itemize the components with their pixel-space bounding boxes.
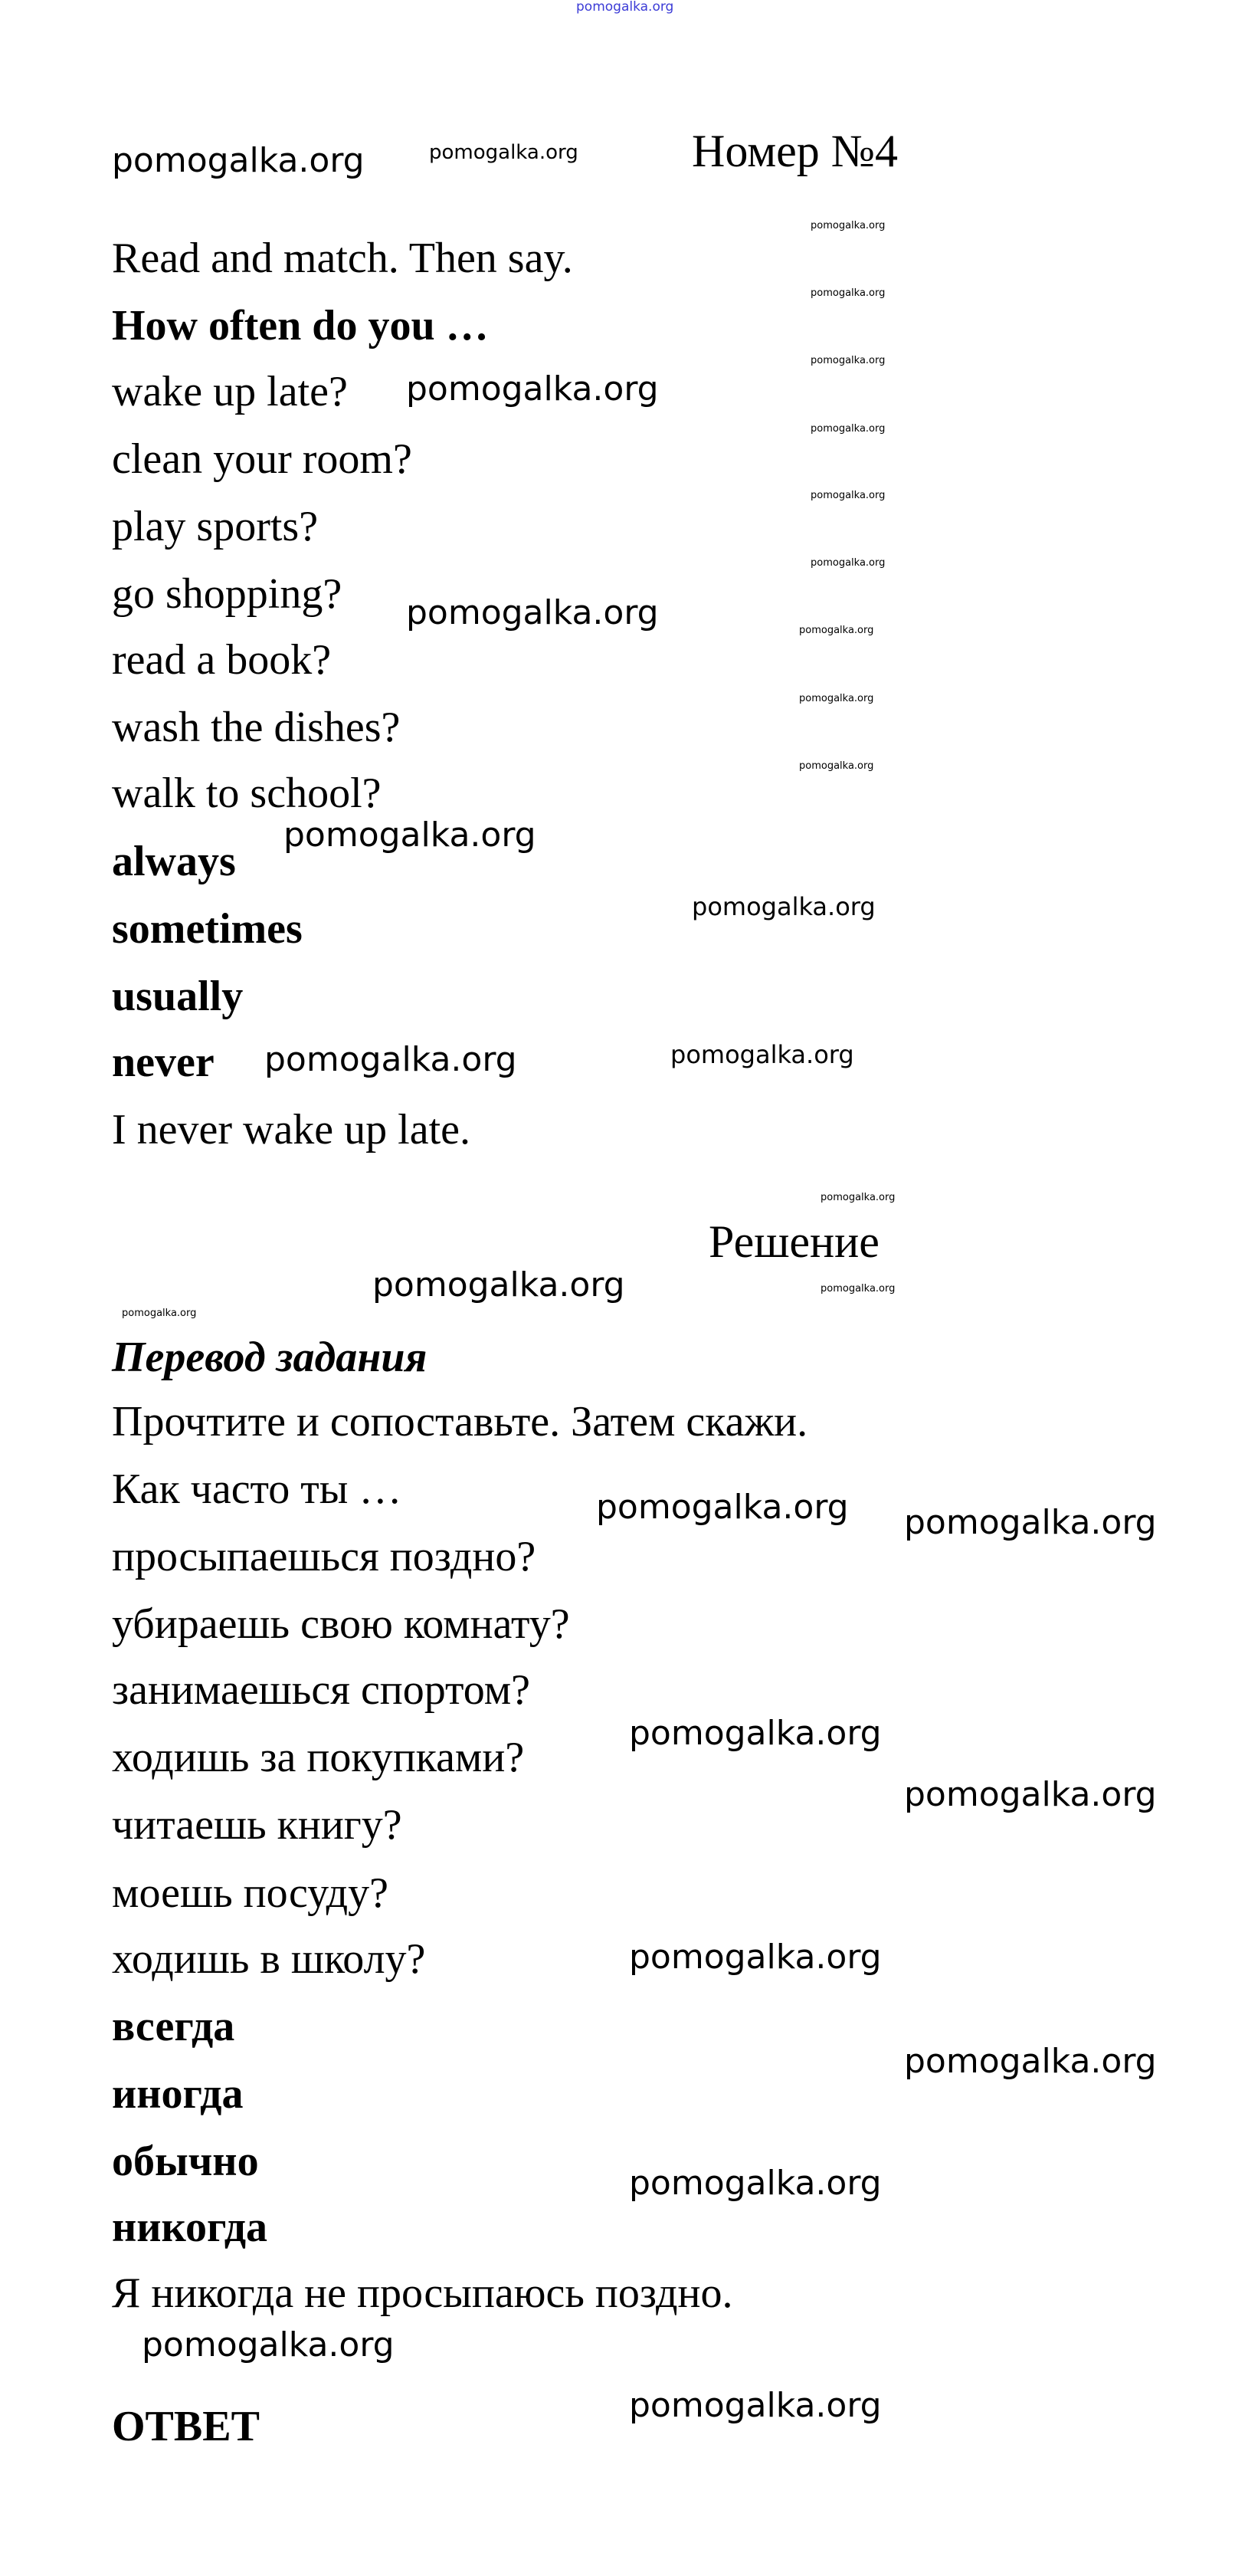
watermark: pomogalka.org: [904, 1502, 1157, 1542]
watermark: pomogalka.org: [629, 2163, 882, 2203]
watermark: pomogalka.org: [692, 892, 876, 922]
watermark: pomogalka.org: [429, 140, 578, 164]
watermark: pomogalka.org: [811, 287, 886, 299]
page-title: Номер №4: [692, 126, 899, 176]
activity-item: wash the dishes?: [112, 704, 401, 752]
watermark: pomogalka.org: [142, 2325, 395, 2364]
translation-frequency-word: всегда: [112, 2003, 235, 2051]
watermark: pomogalka.org: [799, 692, 874, 704]
watermark: pomogalka.org: [372, 1265, 625, 1304]
watermark: pomogalka.org: [629, 1937, 882, 1977]
translation-activity-item: занимаешься спортом?: [112, 1666, 530, 1715]
example-sentence: I never wake up late.: [112, 1106, 470, 1154]
translation-frequency-word: иногда: [112, 2070, 244, 2118]
task-question: How often do you …: [112, 302, 489, 350]
activity-item: wake up late?: [112, 368, 348, 416]
translation-activity-item: убираешь свою комнату?: [112, 1600, 570, 1649]
activity-item: read a book?: [112, 636, 332, 684]
watermark: pomogalka.org: [811, 489, 886, 501]
translation-heading: Перевод задания: [112, 1334, 428, 1382]
answer-heading: ОТВЕТ: [112, 2403, 260, 2451]
translation-activity-item: ходишь за покупками?: [112, 1734, 525, 1782]
translation-example: Я никогда не просыпаюсь поздно.: [112, 2269, 733, 2318]
activity-item: play sports?: [112, 503, 319, 551]
activity-item: go shopping?: [112, 570, 342, 619]
watermark: pomogalka.org: [283, 815, 536, 855]
watermark: pomogalka.org: [811, 219, 886, 231]
translation-frequency-word: обычно: [112, 2138, 259, 2186]
task-instruction: Read and match. Then say.: [112, 235, 573, 283]
frequency-word: sometimes: [112, 905, 303, 953]
activity-item: walk to school?: [112, 770, 382, 818]
watermark: pomogalka.org: [406, 369, 659, 409]
translation-activity-item: читаешь книгу?: [112, 1801, 402, 1849]
watermark: pomogalka.org: [596, 1487, 849, 1527]
solution-heading: Решение: [709, 1216, 880, 1267]
translation-activity-item: просыпаешься поздно?: [112, 1533, 536, 1581]
translation-question: Как часто ты …: [112, 1465, 402, 1514]
frequency-word: never: [112, 1039, 215, 1087]
watermark: pomogalka.org: [576, 0, 674, 15]
translation-activity-item: моешь посуду?: [112, 1869, 388, 1918]
watermark: pomogalka.org: [670, 1040, 854, 1070]
watermark: pomogalka.org: [122, 1307, 197, 1319]
frequency-word: usually: [112, 973, 244, 1021]
watermark: pomogalka.org: [629, 2385, 882, 2425]
watermark: pomogalka.org: [904, 1774, 1157, 1814]
activity-item: clean your room?: [112, 435, 412, 484]
watermark: pomogalka.org: [821, 1282, 896, 1295]
watermark: pomogalka.org: [821, 1191, 896, 1203]
watermark: pomogalka.org: [799, 760, 874, 772]
watermark: pomogalka.org: [904, 2041, 1157, 2081]
translation-instruction: Прочтите и сопоставьте. Затем скажи.: [112, 1398, 808, 1446]
frequency-word: always: [112, 838, 236, 886]
watermark: pomogalka.org: [629, 1713, 882, 1753]
watermark: pomogalka.org: [811, 556, 886, 569]
watermark: pomogalka.org: [112, 140, 365, 180]
watermark: pomogalka.org: [811, 354, 886, 366]
translation-activity-item: ходишь в школу?: [112, 1935, 426, 1984]
watermark: pomogalka.org: [811, 422, 886, 435]
watermark: pomogalka.org: [799, 624, 874, 636]
watermark: pomogalka.org: [264, 1039, 517, 1079]
translation-frequency-word: никогда: [112, 2204, 268, 2252]
watermark: pomogalka.org: [406, 592, 659, 632]
